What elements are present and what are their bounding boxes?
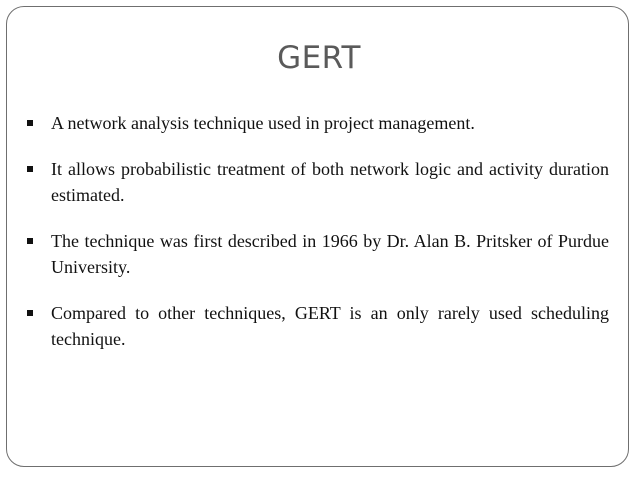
square-bullet-icon bbox=[27, 238, 33, 244]
bullet-list bbox=[26, 110, 609, 372]
bullet-text: Compared to other techniques, GERT is an only rarely used scheduling technique. bbox=[51, 303, 609, 349]
bullet-text: The technique was first described in 1966 by Dr. Alan B. Pritsker of Purdue University. bbox=[51, 231, 609, 277]
bullet-text: A network analysis technique used in project management. bbox=[51, 113, 475, 133]
bullet-item bbox=[26, 228, 609, 280]
square-bullet-icon bbox=[27, 310, 33, 316]
square-bullet-icon bbox=[27, 120, 33, 126]
bullet-item bbox=[26, 300, 609, 352]
bullet-item bbox=[26, 156, 609, 208]
bullet-item bbox=[26, 110, 609, 136]
slide-title: GERT bbox=[277, 40, 361, 76]
square-bullet-icon bbox=[27, 166, 33, 172]
bullet-text: It allows probabilistic treatment of both network logic and activity duration estimated. bbox=[51, 159, 609, 205]
